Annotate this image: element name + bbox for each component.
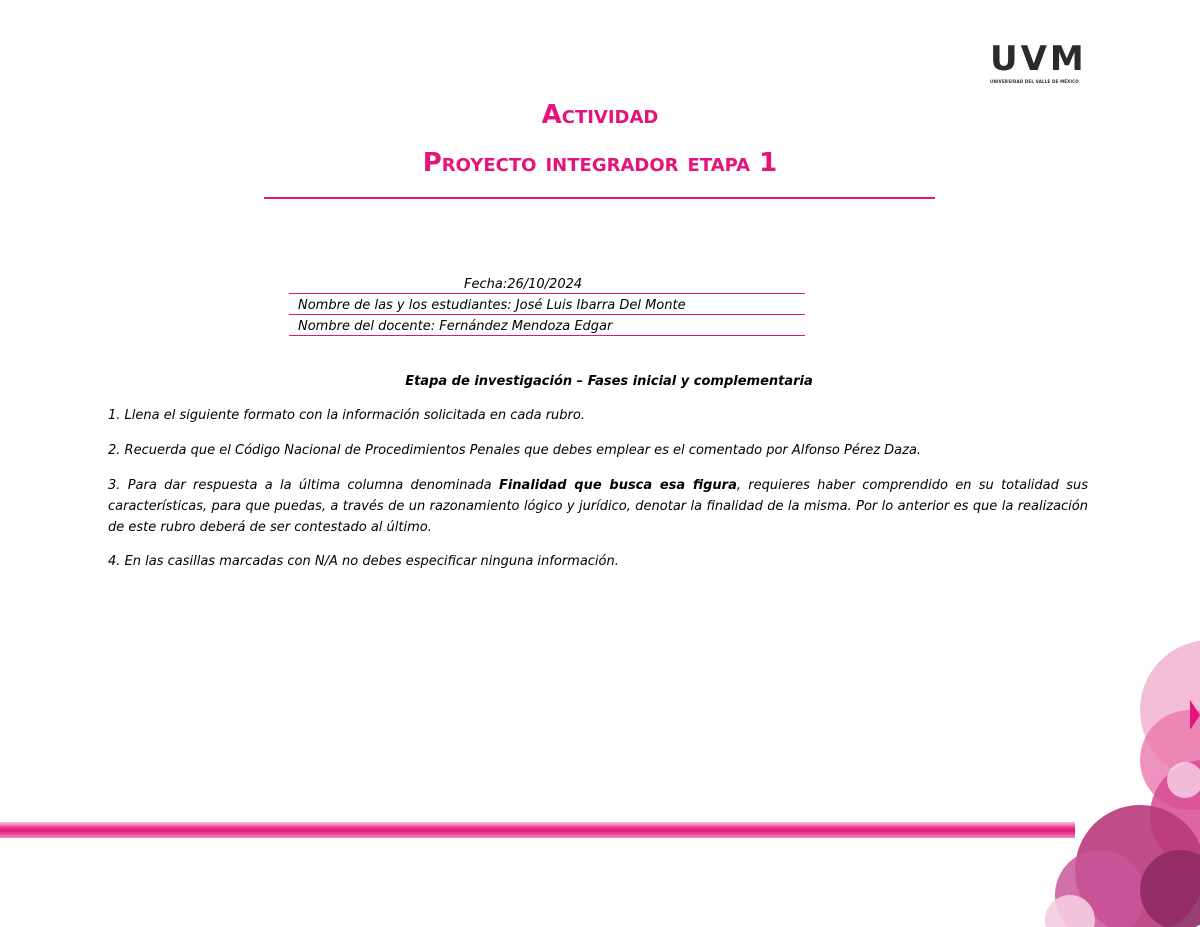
decorative-pink-band [0, 822, 1075, 838]
instruction-3-emphasis: Finalidad que busca esa figura [498, 478, 737, 493]
date-field: Fecha:26/10/2024 [464, 277, 583, 292]
teacher-field: Nombre del docente: Fernández Mendoza Edgar [298, 319, 613, 334]
date-underline [289, 293, 805, 294]
title-divider [264, 197, 935, 199]
instruction-2: 2. Recuerda que el Código Nacional de Procedimientos Penales que debes emplear es el comentado por Alfonso Pérez Daza. [108, 443, 922, 458]
logo-subtitle: UNIVERSIDAD DEL VALLE DE MÉXICO [990, 79, 1079, 84]
instruction-3-start: 3. Para dar respuesta a la última columna denominada [108, 478, 499, 493]
page-subtitle: Proyecto integrador etapa 1 [422, 148, 778, 178]
teacher-underline [289, 335, 805, 336]
uvm-logo [990, 39, 1090, 88]
section-heading: Etapa de investigación – Fases inicial y complementaria [405, 374, 813, 389]
logo-text: UVM [990, 39, 1087, 79]
instruction-3-end: , requieres haber comprendido en su totalidad sus características, para que puedas, a través de un razonamiento lógico y jurídico, denotar la finalidad de la misma. Por lo anterior es que la realización de este rubro deberá de ser contestado al último. [108, 478, 1088, 535]
page-title: Actividad [541, 100, 659, 130]
instruction-3 [108, 475, 1088, 538]
instruction-4: 4. En las casillas marcadas con N/A no debes especificar ninguna información. [108, 554, 619, 569]
instruction-1: 1. Llena el siguiente formato con la información solicitada en cada rubro. [108, 408, 585, 423]
students-field: Nombre de las y los estudiantes: José Luis Ibarra Del Monte [298, 298, 686, 313]
decorative-circles [1040, 640, 1200, 927]
students-underline [289, 314, 805, 315]
